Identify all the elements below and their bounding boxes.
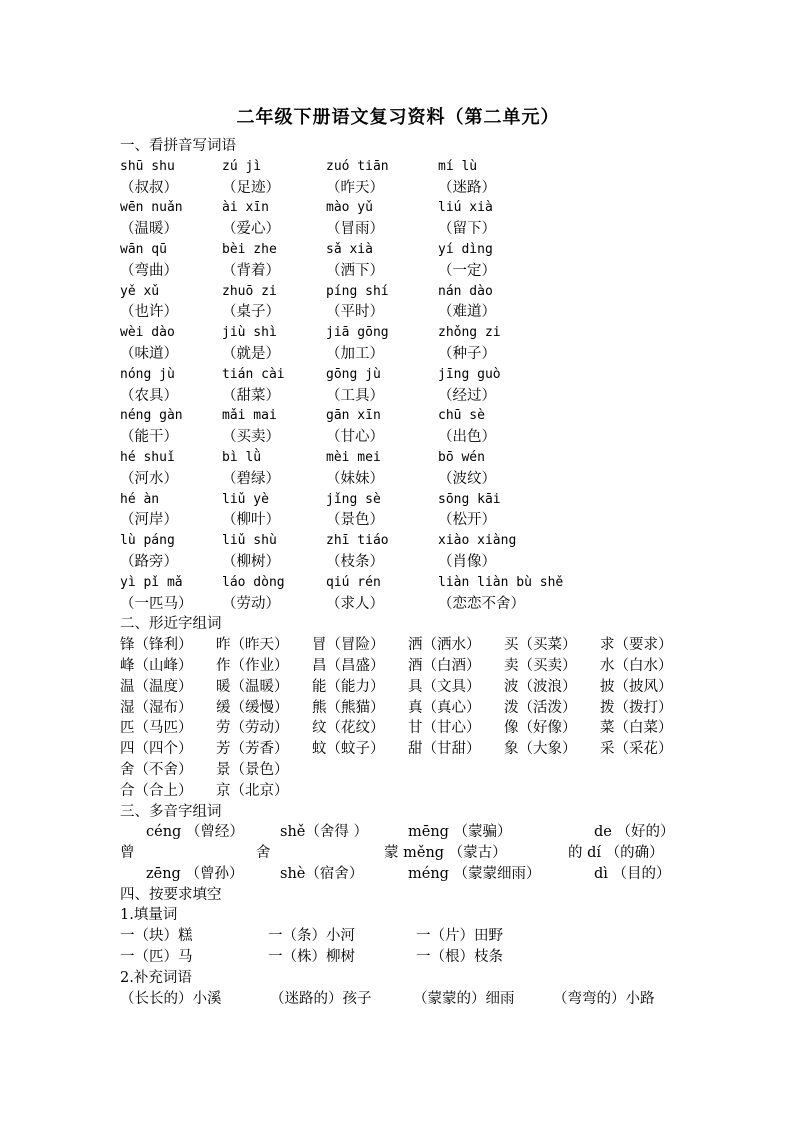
- similar-char-item: 纹（花纹）: [312, 720, 385, 737]
- similar-char-item: 景（景色）: [216, 761, 289, 778]
- similar-char-row: [120, 635, 680, 656]
- word-answer: （恋恋不舍）: [438, 595, 525, 612]
- section3-heading: 三、多音字组词: [120, 803, 222, 820]
- similar-char-item: 像（好像）: [504, 720, 577, 737]
- measure-item: 一（根）枝条: [416, 949, 503, 966]
- fill-item: （长长的）小溪: [120, 990, 222, 1007]
- section1-heading: 一、看拼音写词语: [120, 138, 236, 154]
- pinyin-text: yí dìng: [438, 241, 493, 257]
- similar-char-item: 披（披风）: [600, 678, 673, 695]
- similar-char-item: 象（大象）: [504, 741, 577, 758]
- word-answer: （甜菜）: [222, 387, 280, 404]
- word-answer: （加工）: [326, 345, 384, 362]
- word-answer: （经过）: [438, 387, 496, 404]
- pinyin-text: zhī tiáo: [326, 533, 389, 549]
- pinyin-row: [120, 157, 680, 178]
- word-answer: （能干）: [120, 429, 178, 446]
- polyphone-char-ceng: 曾: [120, 845, 135, 862]
- pinyin-text: bèi zhe: [222, 241, 277, 257]
- similar-char-row: [120, 718, 680, 739]
- pinyin-row: [120, 406, 680, 427]
- polyphone-row-1: [120, 822, 680, 843]
- word-answer: （桌子）: [222, 304, 280, 321]
- pinyin-text: gōng jù: [326, 366, 381, 382]
- pinyin-text: jiù shì: [222, 325, 277, 341]
- pinyin-text: zuó tiān: [326, 158, 389, 174]
- pinyin-text: láo dòng: [222, 574, 285, 590]
- pinyin-text: mèi mei: [326, 449, 381, 465]
- word-row: [120, 552, 680, 573]
- word-answer: （松开）: [438, 512, 496, 529]
- pinyin-text: zú jì: [222, 158, 262, 174]
- word-row: [120, 594, 680, 615]
- pinyin-text: zhǒng zi: [438, 325, 501, 341]
- similar-char-item: 峰（山峰）: [120, 657, 193, 674]
- similar-char-item: 真（真心）: [408, 699, 481, 716]
- word-answer: （出色）: [438, 429, 496, 446]
- similar-char-item: 菜（白菜）: [600, 720, 673, 737]
- similar-char-item: 湿（湿布）: [120, 699, 193, 716]
- polyphone-di2: 的 dí （的确）: [568, 845, 664, 862]
- word-row: [120, 386, 680, 407]
- pinyin-text: qiú rén: [326, 574, 381, 590]
- word-answer: （爱心）: [222, 221, 280, 238]
- similar-char-item: 缓（缓慢）: [216, 699, 289, 716]
- similar-char-item: 合（合上）: [120, 782, 193, 799]
- pinyin-text: wān qū: [120, 241, 167, 257]
- pinyin-row: [120, 490, 680, 511]
- polyphone-char-she: 舍: [256, 845, 271, 862]
- word-answer: （农具）: [120, 387, 178, 404]
- word-answer: （肖像）: [438, 553, 496, 570]
- polyphone-block: [120, 822, 680, 884]
- pinyin-text: mào yǔ: [326, 200, 373, 216]
- word-answer: （味道）: [120, 345, 178, 362]
- polyphone-meng2: méng （蒙蒙细雨）: [408, 865, 541, 882]
- polyphone-she4: shè（宿舍）: [280, 865, 364, 882]
- similar-char-item: 求（要求）: [600, 637, 673, 654]
- word-answer: （买卖）: [222, 429, 280, 446]
- similar-char-list: [120, 635, 680, 801]
- pinyin-text: píng shí: [326, 283, 389, 299]
- word-answer: （昨天）: [326, 179, 384, 196]
- section2-heading: 二、形近字组词: [120, 616, 222, 633]
- pinyin-text: nóng jù: [120, 366, 175, 382]
- pinyin-text: lù páng: [120, 533, 175, 549]
- pinyin-text: mí lù: [438, 158, 478, 174]
- word-answer: （留下）: [438, 221, 496, 238]
- measure-item: 一（株）柳树: [268, 949, 355, 966]
- word-answer: （妹妹）: [326, 470, 384, 487]
- word-answer: （劳动）: [222, 595, 280, 612]
- pinyin-text: hé shuǐ: [120, 449, 175, 465]
- word-answer: （叔叔）: [120, 179, 178, 196]
- pinyin-text: yì pǐ mǎ: [120, 574, 183, 590]
- pinyin-row: [120, 573, 680, 594]
- measure-row-1: [120, 926, 680, 947]
- word-answer: （枝条）: [326, 553, 384, 570]
- word-answer: （平时）: [326, 304, 384, 321]
- word-answer: （柳树）: [222, 553, 280, 570]
- similar-char-item: 昨（昨天）: [216, 637, 289, 654]
- polyphone-meng3: 蒙 měng （蒙古）: [384, 845, 507, 862]
- word-row: [120, 219, 680, 240]
- pinyin-text: shū shu: [120, 158, 175, 174]
- similar-char-item: 作（作业）: [216, 657, 289, 674]
- pinyin-row: [120, 323, 680, 344]
- pinyin-text: zhuō zi: [222, 283, 277, 299]
- pinyin-text: jǐng sè: [326, 491, 381, 507]
- word-row: [120, 427, 680, 448]
- similar-char-item: 匹（马匹）: [120, 720, 193, 737]
- similar-char-item: 暖（温暖）: [216, 678, 289, 695]
- pinyin-text: tián cài: [222, 366, 285, 382]
- measure-item: 一（片）田野: [416, 928, 503, 945]
- pinyin-text: bì lǜ: [222, 449, 262, 465]
- similar-char-row: [120, 739, 680, 760]
- similar-char-item: 水（白水）: [600, 657, 673, 674]
- similar-char-item: 甜（甘甜）: [408, 741, 481, 758]
- pinyin-row: [120, 240, 680, 261]
- word-answer: （河水）: [120, 470, 178, 487]
- word-answer: （路旁）: [120, 553, 178, 570]
- word-answer: （背着）: [222, 262, 280, 279]
- pinyin-row: [120, 448, 680, 469]
- similar-char-item: 卖（买卖）: [504, 657, 577, 674]
- similar-char-item: 劳（劳动）: [216, 720, 289, 737]
- word-answer: （河岸）: [120, 512, 178, 529]
- word-answer: （也许）: [120, 304, 178, 321]
- fill-words-subheading: 2.补充词语: [120, 969, 192, 986]
- word-answer: （种子）: [438, 345, 496, 362]
- similar-char-item: 舍（不舍）: [120, 761, 193, 778]
- similar-char-row: [120, 781, 680, 802]
- pinyin-text: liǔ shù: [222, 533, 277, 549]
- word-answer: （一定）: [438, 262, 496, 279]
- pinyin-text: liǔ yè: [222, 491, 269, 507]
- similar-char-item: 波（波浪）: [504, 678, 577, 695]
- pinyin-text: hé àn: [120, 491, 160, 507]
- measure-item: 一（匹）马: [120, 949, 193, 966]
- similar-char-item: 冒（冒险）: [312, 637, 385, 654]
- word-answer: （碧绿）: [222, 470, 280, 487]
- word-row: [120, 510, 680, 531]
- similar-char-item: 买（买菜）: [504, 637, 577, 654]
- pinyin-text: liú xià: [438, 200, 493, 216]
- word-answer: （波纹）: [438, 470, 496, 487]
- page-title: 二年级下册语文复习资料（第二单元）: [236, 107, 560, 128]
- pinyin-text: jiā gōng: [326, 325, 389, 341]
- similar-char-row: [120, 698, 680, 719]
- polyphone-de: de （好的）: [594, 824, 675, 841]
- pinyin-row: [120, 282, 680, 303]
- similar-char-item: 洒（洒水）: [408, 637, 481, 654]
- word-answer: （足迹）: [222, 179, 280, 196]
- fill-item: （弯弯的）小路: [553, 990, 655, 1007]
- polyphone-row-2: [120, 843, 680, 864]
- polyphone-di4: dì （目的）: [594, 865, 671, 882]
- measure-word-subheading: 1.填量词: [120, 907, 178, 924]
- similar-char-item: 泼（活泼）: [504, 699, 577, 716]
- similar-char-item: 熊（熊猫）: [312, 699, 385, 716]
- pinyin-text: chū sè: [438, 408, 485, 424]
- word-answer: （工具）: [326, 387, 384, 404]
- word-answer: （温暖）: [120, 221, 178, 238]
- similar-char-item: 四（四个）: [120, 741, 193, 758]
- similar-char-item: 拨（拨打）: [600, 699, 673, 716]
- word-answer: （一匹马）: [120, 595, 193, 612]
- fill-item: （蒙蒙的）细雨: [413, 990, 515, 1007]
- similar-char-row: [120, 656, 680, 677]
- pinyin-text: nán dào: [438, 283, 493, 299]
- pinyin-row: [120, 531, 680, 552]
- word-row: [120, 302, 680, 323]
- pinyin-text: sǎ xià: [326, 241, 373, 257]
- word-answer: （求人）: [326, 595, 384, 612]
- fill-words-row: [120, 989, 680, 1010]
- word-answer: （冒雨）: [326, 221, 384, 238]
- similar-char-item: 能（能力）: [312, 678, 385, 695]
- pinyin-text: wèi dào: [120, 325, 175, 341]
- similar-char-item: 芳（芳香）: [216, 741, 289, 758]
- pinyin-text: bō wén: [438, 449, 485, 465]
- pinyin-text: xiào xiàng: [438, 533, 517, 549]
- pinyin-text: jīng guò: [438, 366, 501, 382]
- polyphone-she3: shě（舍得 ）: [280, 824, 368, 841]
- measure-item: 一（条）小河: [268, 928, 355, 945]
- word-answer: （弯曲）: [120, 262, 178, 279]
- pinyin-word-list: [120, 157, 680, 615]
- pinyin-text: liàn liàn bù shě: [438, 574, 564, 590]
- pinyin-text: néng gàn: [120, 408, 183, 424]
- section4-heading: 四、按要求填空: [120, 886, 222, 903]
- polyphone-ceng: céng （曾经）: [146, 824, 244, 841]
- measure-row-2: [120, 947, 680, 968]
- polyphone-zeng: zēng （曾孙）: [146, 865, 244, 882]
- word-row: [120, 261, 680, 282]
- word-row: [120, 344, 680, 365]
- similar-char-item: 甘（甘心）: [408, 720, 481, 737]
- similar-char-item: 酒（白酒）: [408, 657, 481, 674]
- similar-char-item: 具（文具）: [408, 678, 481, 695]
- word-answer: （难道）: [438, 304, 496, 321]
- pinyin-text: wēn nuǎn: [120, 200, 183, 216]
- pinyin-row: [120, 365, 680, 386]
- similar-char-item: 温（温度）: [120, 678, 193, 695]
- word-answer: （洒下）: [326, 262, 384, 279]
- polyphone-meng1: mēng （蒙骗）: [408, 824, 512, 841]
- similar-char-item: 京（北京）: [216, 782, 289, 799]
- word-answer: （景色）: [326, 512, 384, 529]
- similar-char-item: 采（采花）: [600, 741, 673, 758]
- measure-item: 一（块）糕: [120, 928, 193, 945]
- pinyin-text: ài xīn: [222, 200, 269, 216]
- word-row: [120, 469, 680, 490]
- similar-char-item: 蚊（蚊子）: [312, 741, 385, 758]
- polyphone-row-3: [120, 864, 680, 885]
- similar-char-item: 锋（锋利）: [120, 637, 193, 654]
- word-answer: （迷路）: [438, 179, 496, 196]
- word-row: [120, 178, 680, 199]
- pinyin-row: [120, 198, 680, 219]
- fill-item: （迷路的）孩子: [270, 990, 372, 1007]
- similar-char-row: [120, 677, 680, 698]
- document-page: [120, 104, 680, 1009]
- pinyin-text: gān xīn: [326, 408, 381, 424]
- pinyin-text: yě xǔ: [120, 283, 160, 299]
- pinyin-text: mǎi mai: [222, 408, 277, 424]
- pinyin-text: sōng kāi: [438, 491, 501, 507]
- similar-char-row: [120, 760, 680, 781]
- word-answer: （就是）: [222, 345, 280, 362]
- word-answer: （甘心）: [326, 429, 384, 446]
- similar-char-item: 昌（昌盛）: [312, 657, 385, 674]
- word-answer: （柳叶）: [222, 512, 280, 529]
